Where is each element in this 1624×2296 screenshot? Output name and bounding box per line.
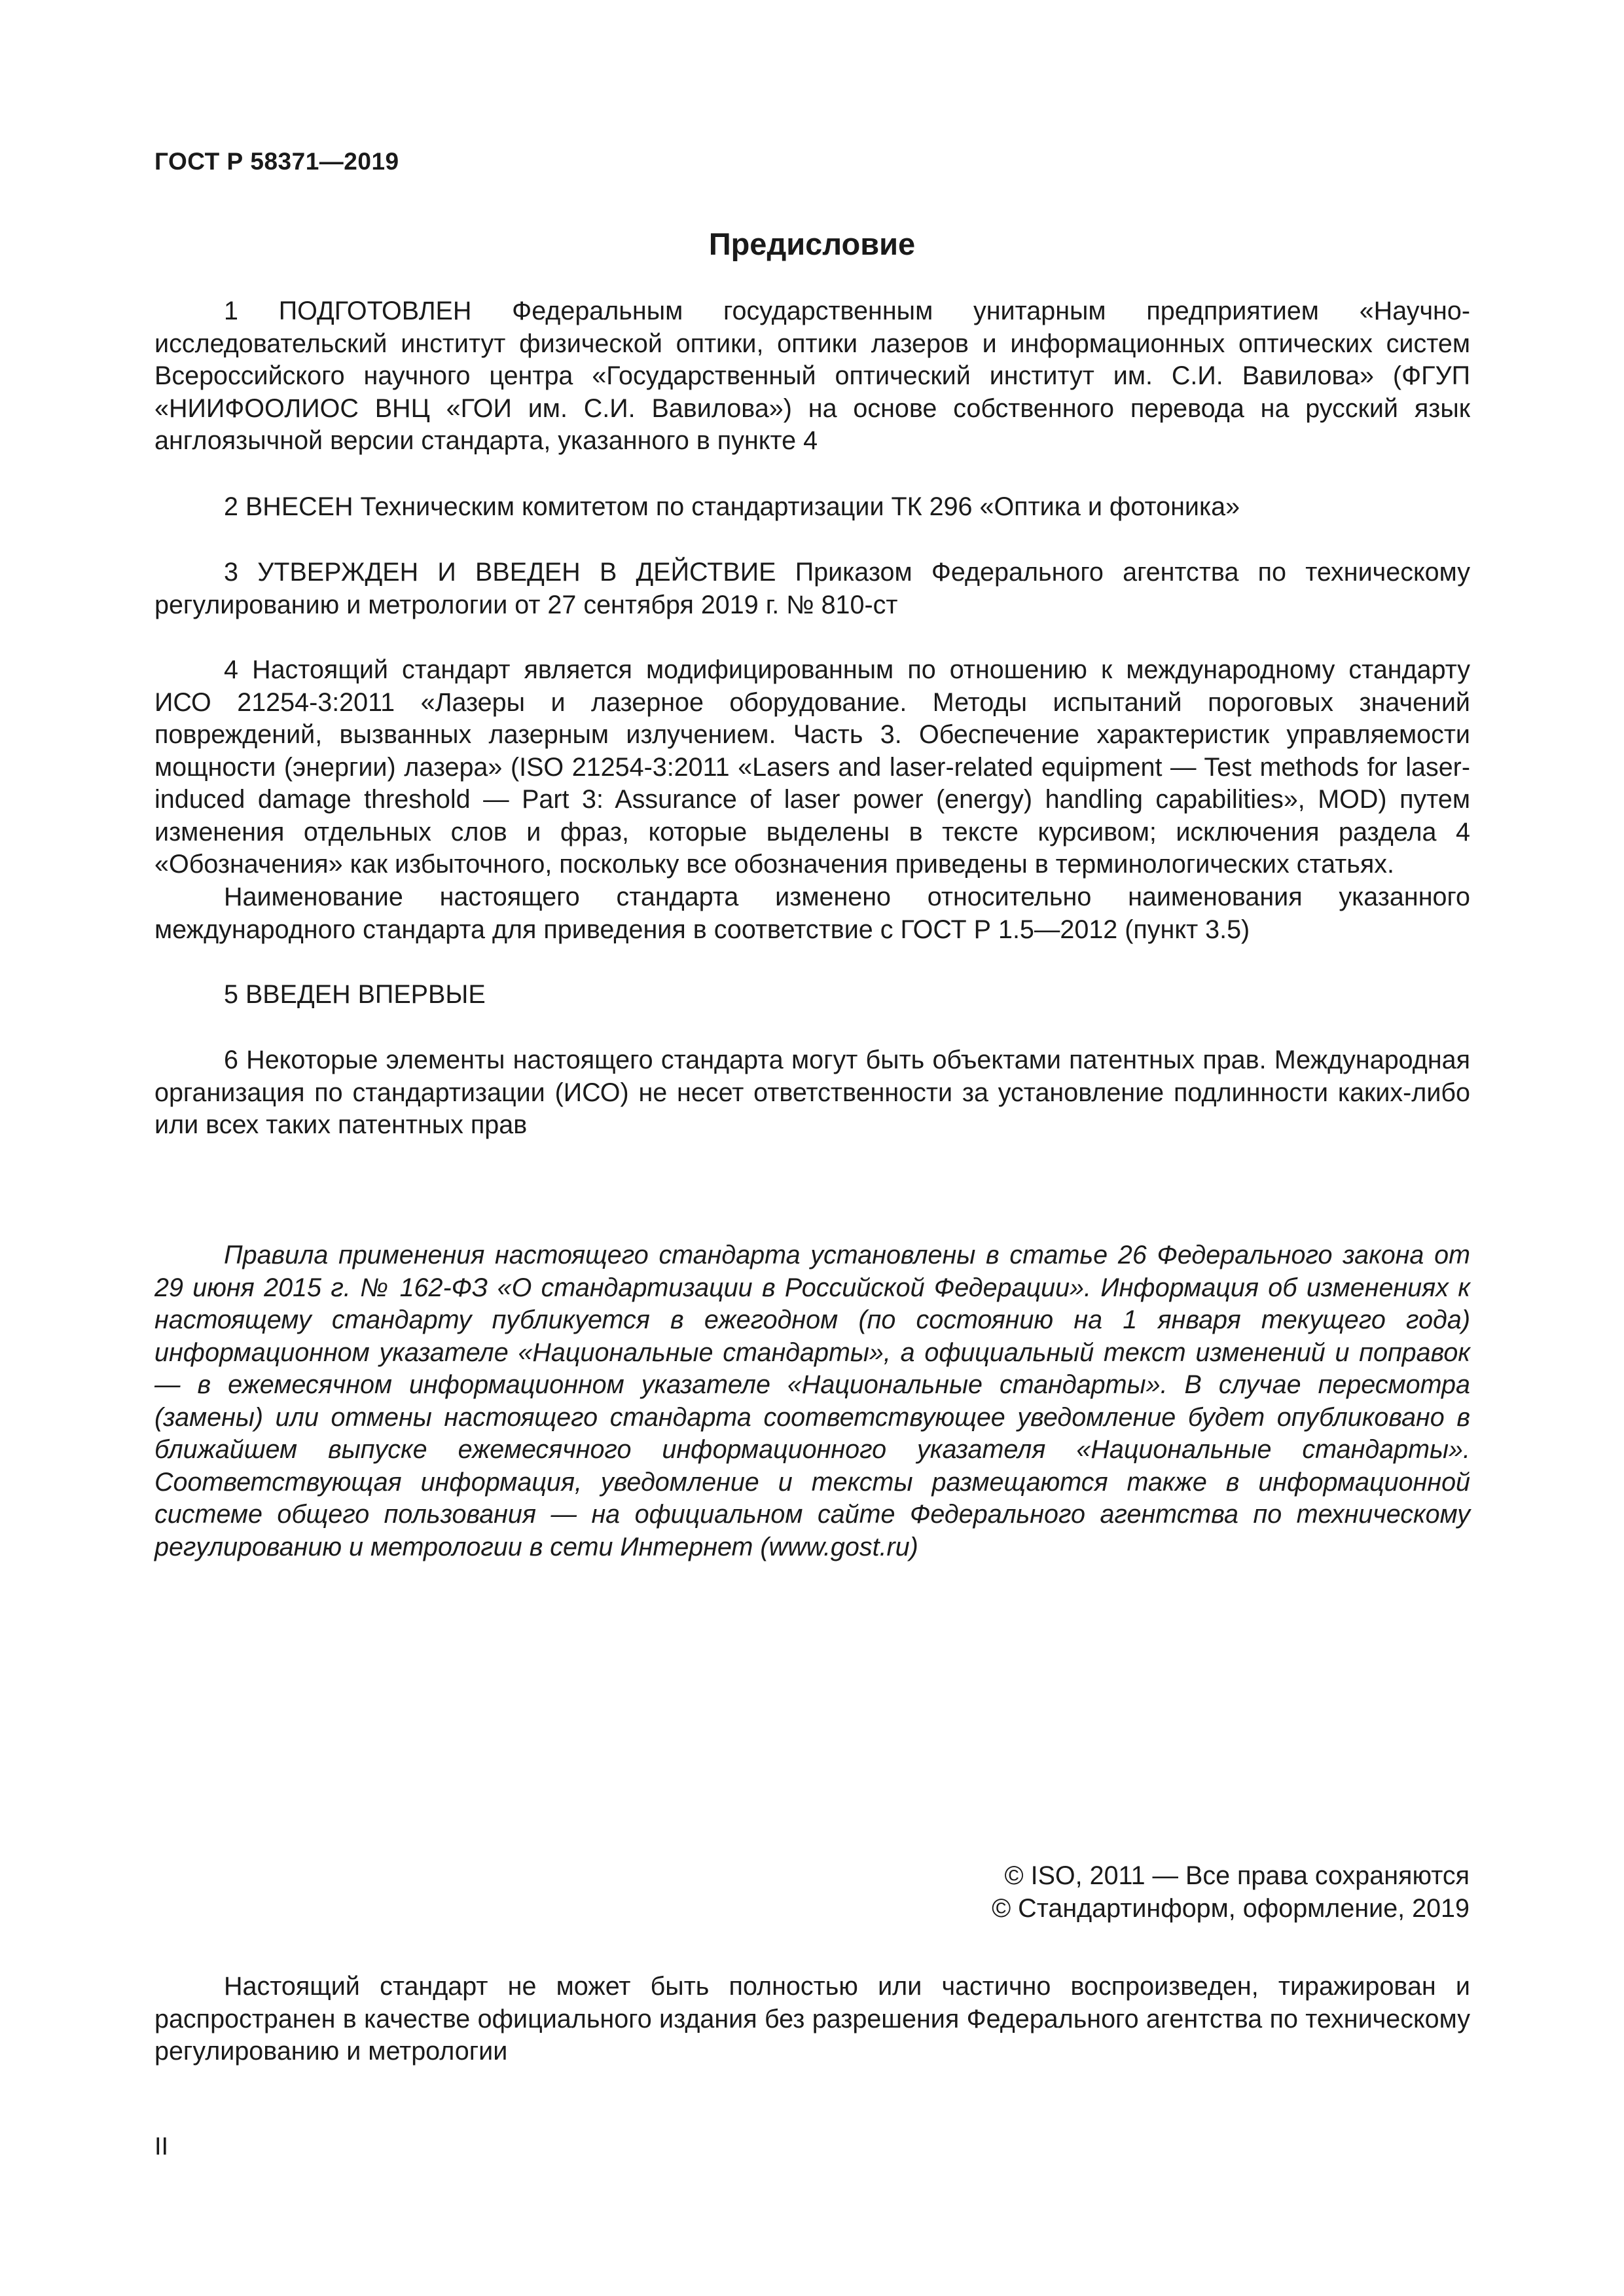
foreword-item-6: 6 Некоторые элементы настоящего стандарта могут быть объектами патентных прав. Международная организация по стандартизации (ИСО) не несет ответственности за установление подлинности каких-либо или всех таких патентных прав — [154, 1046, 1470, 1139]
copyright-standartinform: © Стандартинформ, оформление, 2019 — [992, 1894, 1470, 1923]
foreword-item-5: 5 ВВЕДЕН ВПЕРВЫЕ — [224, 980, 486, 1009]
foreword-item-4-note: Наименование настоящего стандарта изменено относительно наименования указанного международного стандарта для приведения в соответствие с ГОСТ Р 1.5—2012 (пункт 3.5) — [154, 883, 1470, 944]
foreword-item-3: 3 УТВЕРЖДЕН И ВВЕДЕН В ДЕЙСТВИЕ Приказом Федерального агентства по техническому регулированию и метрологии от 27 сентября 2019 г. № 810-ст — [154, 558, 1470, 619]
foreword-item-2: 2 ВНЕСЕН Техническим комитетом по стандартизации ТК 296 «Оптика и фотоника» — [224, 492, 1240, 521]
reproduction-notice: Настоящий стандарт не может быть полностью или частично воспроизведен, тиражирован и распространен в качестве официального издания без разрешения Федерального агентства по техническому регулированию и метрологии — [154, 1972, 1470, 2066]
foreword-item-1: 1 ПОДГОТОВЛЕН Федеральным государственным унитарным предприятием «Научно-исследовательский институт физической оптики, оптики лазеров и информационных оптических систем Всероссийского научного центра «Государственный оптический институт им. С.И. Вавилова» (ФГУП «НИИФООЛИОС ВНЦ «ГОИ им. С.И. Вавилова») на основе собственного перевода на русский язык англоязычной версии стандарта, указанного в пункте 4 — [154, 297, 1470, 455]
copyright-iso: © ISO, 2011 — Все права сохраняются — [1004, 1861, 1470, 1890]
document-code: ГОСТ Р 58371—2019 — [154, 148, 399, 175]
rules-notice: Правила применения настоящего стандарта установлены в статье 26 Федерального закона от 29 июня 2015 г. № 162-ФЗ «О стандартизации в Российской Федерации». Информация об изменениях к настоящему стандарту публикуется в ежегодном (по состоянию на 1 января текущего года) информационном указателе «Национальные стандарты», а официальный текст изменений и поправок — в ежемесячном информационном указателе «Национальные стандарты». В случае пересмотра (замены) или отмены настоящего стандарта соответствующее уведомление будет опубликовано в ближайшем выпуске ежемесячного информационного указателя «Национальные стандарты». Соответствующая информация, уведомление и тексты размещаются также в информационной системе общего пользования — на официальном сайте Федерального агентства по техническому регулированию и метрологии в сети Интернет (www.gost.ru) — [154, 1241, 1470, 1561]
foreword-item-4: 4 Настоящий стандарт является модифицированным по отношению к международному стандарту ИСО 21254-3:2011 «Лазеры и лазерное оборудование. Методы испытаний пороговых значений повреждений, вызванных лазерным излучением. Часть 3. Обеспечение характеристик управляемости мощности (энергии) лазера» (ISO 21254-3:2011 «Lasers and laser-related equipment — Test methods for laser-induced damage threshold — Part 3: Assurance of laser power (energy) handling capabilities», MOD) путем изменения отдельных слов и фраз, которые выделены в тексте курсивом; исключения раздела 4 «Обозначения» как избыточного, поскольку все обозначения приведены в терминологических статьях. — [154, 655, 1470, 879]
page-title: Предисловие — [708, 227, 916, 261]
page-number: II — [154, 2133, 169, 2160]
